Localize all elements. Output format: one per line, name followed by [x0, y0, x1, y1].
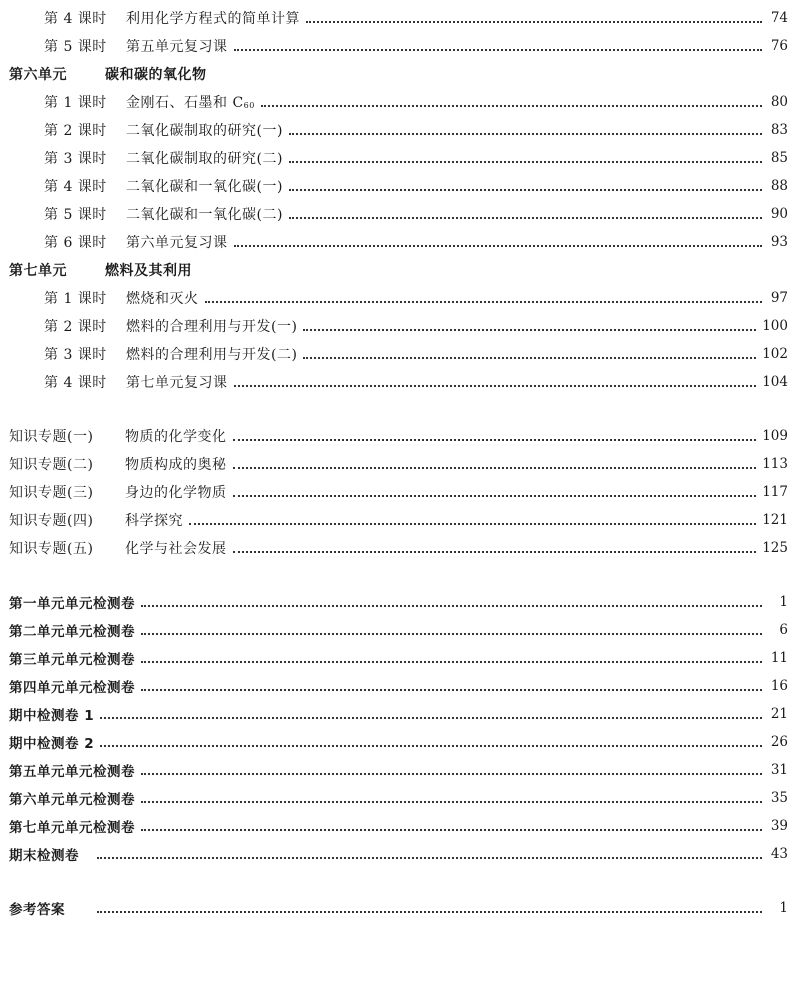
dot-leader	[141, 604, 762, 607]
toc-entry-label: 期末检测卷	[9, 848, 79, 864]
toc-page-number: 76	[770, 38, 788, 54]
toc-unit-row[interactable]	[0, 258, 790, 282]
toc-lesson-row[interactable]	[0, 90, 790, 114]
toc-entry-lead	[0, 844, 91, 864]
toc-page-number: 35	[770, 790, 788, 806]
toc-lesson-row[interactable]	[0, 6, 790, 30]
toc-entry-label: 第 3 课时	[44, 347, 107, 363]
toc-entry-lead	[0, 510, 183, 530]
dot-leader	[289, 160, 762, 163]
toc-entry-lead	[0, 454, 227, 474]
toc-exam-row[interactable]	[0, 590, 790, 614]
toc-entry-label: 第 1 课时	[44, 291, 107, 307]
toc-entry-label: 参考答案	[9, 902, 65, 918]
toc-lesson-row[interactable]	[0, 118, 790, 142]
toc-entry-title	[126, 148, 283, 168]
toc-topic-row[interactable]	[0, 536, 790, 560]
toc-entry-title	[126, 288, 199, 308]
toc-lesson-row[interactable]	[0, 230, 790, 254]
dot-leader	[306, 20, 762, 23]
toc-entry-title-text: 第七单元复习课	[126, 375, 228, 391]
toc-entry-label: 期中检测卷 1	[9, 708, 95, 724]
toc-entry-lead	[0, 704, 94, 724]
toc-page-number: 117	[762, 484, 788, 500]
toc-entry-title-text: 二氧化碳制取的研究(二)	[126, 151, 283, 167]
toc-entry-label: 知识专题(四)	[9, 513, 94, 529]
toc-page-number: 74	[770, 10, 788, 26]
toc-lesson-row[interactable]	[0, 314, 790, 338]
toc-page-number: 93	[770, 234, 788, 250]
toc-entry-title	[125, 510, 183, 530]
toc-entry-lead	[0, 482, 227, 502]
toc-entry-label: 第 3 课时	[44, 151, 107, 167]
toc-entry-label: 知识专题(二)	[9, 457, 94, 473]
toc-topic-row[interactable]	[0, 508, 790, 532]
toc-entry-title-text: 二氧化碳制取的研究(一)	[126, 123, 283, 139]
toc-entry-label: 知识专题(五)	[9, 541, 94, 557]
toc-entry-label: 第七单元	[9, 263, 67, 279]
toc-entry-lead	[0, 648, 135, 668]
toc-entry-label: 第 4 课时	[44, 179, 107, 195]
toc-entry-title-text: 化学与社会发展	[125, 541, 227, 557]
toc-entry-label: 第二单元单元检测卷	[9, 624, 135, 640]
toc-entry-title	[126, 92, 255, 112]
toc-exam-row[interactable]	[0, 730, 790, 754]
toc-page-number: 88	[770, 178, 788, 194]
toc-entry-lead	[0, 36, 228, 56]
toc-page-number: 31	[770, 762, 788, 778]
toc-entry-lead	[0, 732, 94, 752]
dot-leader	[233, 494, 757, 497]
toc-entry-lead	[0, 92, 255, 112]
dot-leader	[97, 856, 762, 859]
toc-entry-lead	[0, 176, 283, 196]
toc-entry-label: 第 1 课时	[44, 95, 107, 111]
toc-lesson-row[interactable]	[0, 202, 790, 226]
toc-entry-title-text: 金刚石、石墨和 C	[126, 95, 244, 111]
toc-entry-title-subscript: 60	[243, 101, 255, 110]
toc-page-number: 121	[762, 512, 788, 528]
toc-entry-label: 期中检测卷 2	[9, 736, 95, 752]
toc-entry-title	[126, 8, 300, 28]
dot-leader	[233, 466, 757, 469]
toc-entry-lead	[0, 620, 135, 640]
toc-entry-title	[125, 482, 227, 502]
toc-entry-title-text: 第五单元复习课	[126, 39, 228, 55]
dot-leader	[234, 384, 757, 387]
toc-entry-lead	[0, 816, 135, 836]
toc-entry-title-text: 物质构成的奥秘	[125, 457, 227, 473]
toc-page-number: 6	[779, 622, 788, 638]
toc-entry-lead	[0, 426, 227, 446]
toc-entry-lead	[0, 592, 135, 612]
dot-leader	[205, 300, 763, 303]
toc-entry-lead	[0, 204, 283, 224]
toc-entry-title	[126, 204, 283, 224]
toc-page-number: 104	[762, 374, 788, 390]
toc-entry-lead	[0, 372, 228, 392]
toc-entry-title	[126, 176, 283, 196]
toc-entry-title-text: 利用化学方程式的简单计算	[126, 11, 300, 27]
dot-leader	[261, 104, 762, 107]
toc-entry-lead	[0, 676, 135, 696]
dot-leader	[233, 438, 757, 441]
toc-entry-lead	[0, 344, 297, 364]
toc-lesson-row[interactable]	[0, 370, 790, 394]
toc-entry-label: 第四单元单元检测卷	[9, 680, 135, 696]
dot-leader	[100, 744, 762, 747]
toc-entry-lead	[0, 538, 227, 558]
dot-leader	[189, 522, 756, 525]
toc-entry-lead	[0, 64, 207, 84]
toc-page-number: 102	[762, 346, 788, 362]
toc-page-number: 39	[770, 818, 788, 834]
toc-lesson-row[interactable]	[0, 286, 790, 310]
toc-page-number: 11	[770, 650, 788, 666]
toc-entry-title-text: 身边的化学物质	[125, 485, 227, 501]
toc-exam-row[interactable]	[0, 674, 790, 698]
dot-leader	[141, 772, 762, 775]
toc-exam-row[interactable]	[0, 618, 790, 642]
toc-entry-lead	[0, 8, 300, 28]
dot-leader	[97, 910, 762, 913]
toc-lesson-row[interactable]	[0, 342, 790, 366]
toc-page-number: 100	[762, 318, 788, 334]
toc-page-number: 1	[779, 594, 788, 610]
dot-leader	[141, 660, 762, 663]
dot-leader	[141, 800, 762, 803]
dot-leader	[289, 132, 762, 135]
toc-page-number: 83	[770, 122, 788, 138]
toc-exam-row[interactable]	[0, 758, 790, 782]
dot-leader	[303, 328, 756, 331]
toc-entry-label: 第 2 课时	[44, 123, 107, 139]
toc-entry-label: 第三单元单元检测卷	[9, 652, 135, 668]
toc-entry-title	[126, 232, 228, 252]
toc-entry-lead	[0, 120, 283, 140]
toc-entry-title-text: 碳和碳的氧化物	[105, 67, 207, 83]
toc-entry-lead	[0, 760, 135, 780]
dot-leader	[234, 48, 763, 51]
toc-entry-title-text: 二氧化碳和一氧化碳(二)	[126, 207, 283, 223]
toc-entry-title-text: 二氧化碳和一氧化碳(一)	[126, 179, 283, 195]
toc-entry-label: 第一单元单元检测卷	[9, 596, 135, 612]
toc-entry-title-text: 燃料及其利用	[105, 263, 192, 279]
dot-leader	[303, 356, 756, 359]
toc-entry-title	[125, 454, 227, 474]
toc-entry-lead	[0, 232, 228, 252]
toc-answer-row[interactable]	[0, 896, 790, 920]
toc-exam-row[interactable]	[0, 646, 790, 670]
toc-entry-title-text: 燃烧和灭火	[126, 291, 199, 307]
toc-topic-row[interactable]	[0, 424, 790, 448]
toc-entry-lead	[0, 898, 91, 918]
toc-entry-label: 第七单元单元检测卷	[9, 820, 135, 836]
toc-page-number: 113	[762, 456, 788, 472]
toc-exam-row[interactable]	[0, 702, 790, 726]
toc-entry-title	[126, 36, 228, 56]
dot-leader	[289, 188, 762, 191]
toc-entry-label: 第六单元	[9, 67, 67, 83]
toc-exam-row[interactable]	[0, 814, 790, 838]
toc-page-number: 125	[762, 540, 788, 556]
toc-unit-row[interactable]	[0, 62, 790, 86]
toc-entry-title	[126, 120, 283, 140]
toc-page-number: 97	[770, 290, 788, 306]
toc-entry-label: 第 5 课时	[44, 39, 107, 55]
toc-entry-title-text: 第六单元复习课	[126, 235, 228, 251]
dot-leader	[233, 550, 757, 553]
toc-entry-lead	[0, 316, 297, 336]
toc-page-number: 80	[770, 94, 788, 110]
dot-leader	[141, 688, 762, 691]
toc-entry-title	[105, 64, 207, 84]
toc-entry-label: 第五单元单元检测卷	[9, 764, 135, 780]
toc-entry-title-text: 物质的化学变化	[125, 429, 227, 445]
toc-entry-label: 知识专题(一)	[9, 429, 94, 445]
toc-exam-row[interactable]	[0, 786, 790, 810]
toc-page-number: 26	[770, 734, 788, 750]
toc-entry-title	[105, 260, 192, 280]
toc-lesson-row[interactable]	[0, 174, 790, 198]
dot-leader	[141, 828, 762, 831]
toc-entry-label: 知识专题(三)	[9, 485, 94, 501]
toc-entry-label: 第 4 课时	[44, 11, 107, 27]
dot-leader	[100, 716, 762, 719]
toc-entry-label: 第六单元单元检测卷	[9, 792, 135, 808]
dot-leader	[141, 632, 762, 635]
dot-leader	[289, 216, 762, 219]
toc-entry-label: 第 6 课时	[44, 235, 107, 251]
toc-entry-label: 第 2 课时	[44, 319, 107, 335]
toc-page-number: 109	[762, 428, 788, 444]
toc-entry-title-text: 燃料的合理利用与开发(二)	[126, 347, 298, 363]
toc-lesson-row[interactable]	[0, 34, 790, 58]
toc-entry-title	[126, 316, 297, 336]
toc-page-number: 21	[770, 706, 788, 722]
toc-page-number: 1	[779, 900, 788, 916]
toc-entry-title-text: 科学探究	[125, 513, 183, 529]
toc-entry-lead	[0, 288, 199, 308]
toc-entry-title	[126, 372, 228, 392]
toc-entry-title	[125, 538, 227, 558]
toc-entry-title	[126, 344, 297, 364]
toc-entry-title	[125, 426, 227, 446]
toc-entry-lead	[0, 260, 192, 280]
toc-page-number: 85	[770, 150, 788, 166]
toc-exam-row[interactable]	[0, 842, 790, 866]
toc-entry-label: 第 5 课时	[44, 207, 107, 223]
toc-entry-lead	[0, 788, 135, 808]
toc-page-number: 90	[770, 206, 788, 222]
dot-leader	[234, 244, 763, 247]
toc-topic-row[interactable]	[0, 480, 790, 504]
toc-entry-lead	[0, 148, 283, 168]
toc-entry-label: 第 4 课时	[44, 375, 107, 391]
toc-entry-title-text: 燃料的合理利用与开发(一)	[126, 319, 298, 335]
toc-page-number: 16	[770, 678, 788, 694]
toc-lesson-row[interactable]	[0, 146, 790, 170]
toc-topic-row[interactable]	[0, 452, 790, 476]
toc-page-number: 43	[770, 846, 788, 862]
